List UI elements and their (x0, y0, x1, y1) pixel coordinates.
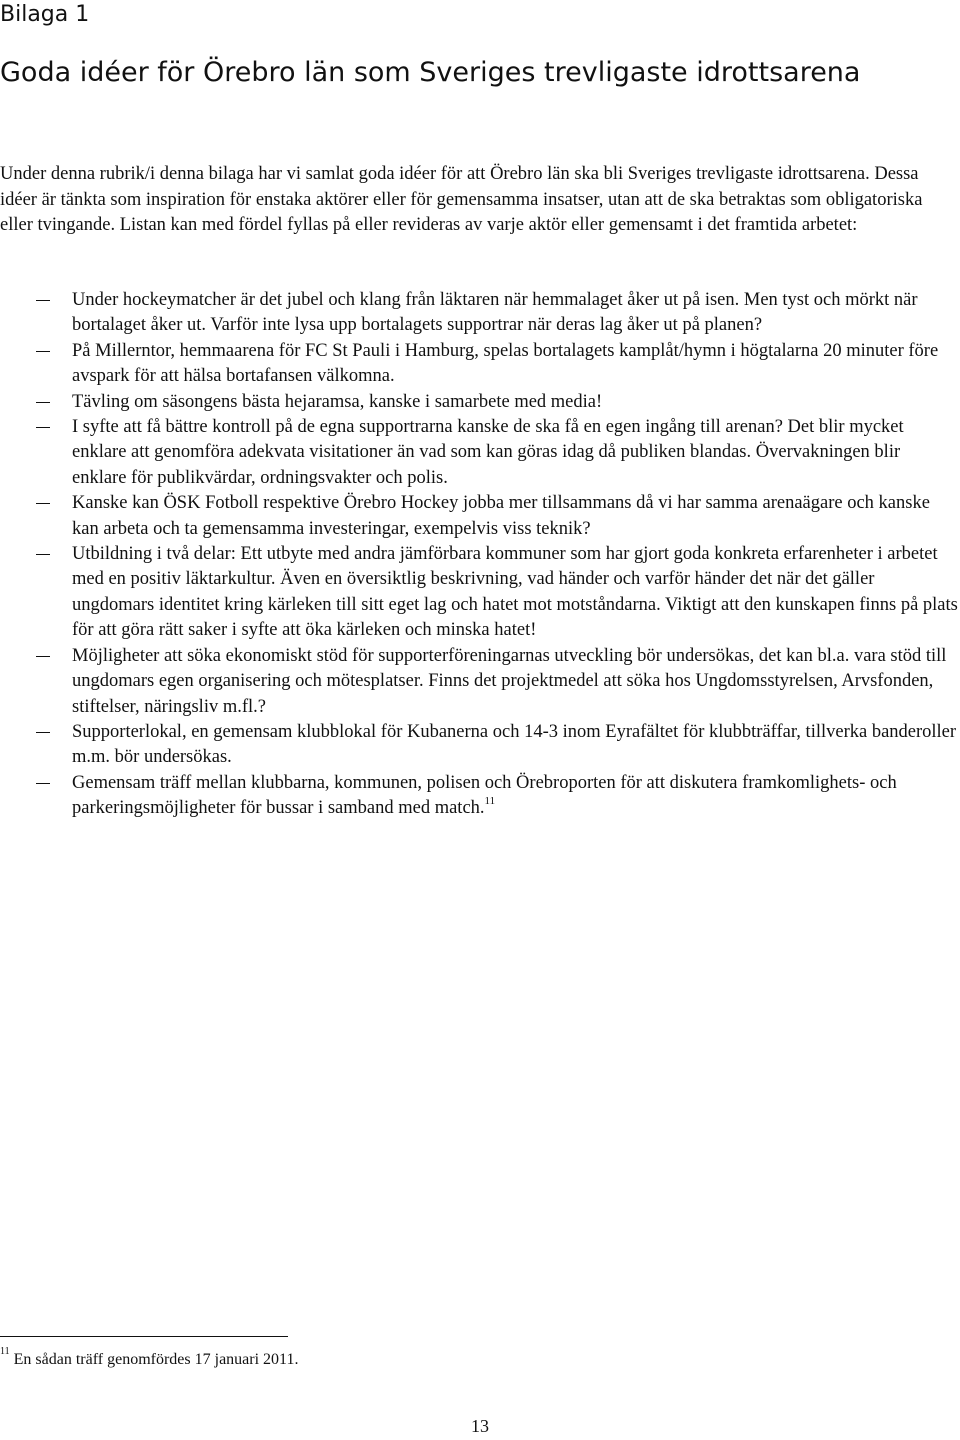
list-item-text: Möjligheter att söka ekonomiskt stöd för supporterföreningarnas utveckling bör undersökas, det kan bl.a. vara stöd till ungdomars egen organisering och mötesplatser. Finns det projektmedel att söka hos Ungdomsstyrelsen, Arvsfonden, stiftelser, näringsliv m.fl.? (72, 645, 947, 717)
ideas-list (0, 288, 958, 822)
dash-bullet-icon (36, 656, 50, 657)
appendix-label: Bilaga 1 (0, 2, 90, 27)
list-item (0, 288, 958, 339)
dash-bullet-icon (36, 351, 50, 352)
footnote-divider (0, 1336, 288, 1337)
list-item (0, 491, 958, 542)
page-title: Goda idéer för Örebro län som Sveriges trevligaste idrottsarena (0, 57, 861, 88)
footnote (0, 1345, 299, 1372)
dash-bullet-icon (36, 783, 50, 784)
list-item (0, 771, 958, 822)
list-item-text: Under hockeymatcher är det jubel och klang från läktaren när hemmalaget åker ut på isen. Men tyst och mörkt när bortalaget åker ut. Varför inte lysa upp bortalagets supportrar när deras lag åker ut på planen? (72, 290, 918, 336)
list-item (0, 339, 958, 390)
dash-bullet-icon (36, 300, 50, 301)
list-item (0, 415, 958, 491)
list-item (0, 390, 958, 415)
footnote-number: 11 (0, 1345, 10, 1357)
page-number: 13 (471, 1416, 489, 1436)
intro-paragraph: Under denna rubrik/i denna bilaga har vi samlat goda idéer för att Örebro län ska bli Sveriges trevligaste idrottsarena. Dessa idéer är tänkta som inspiration för enstaka aktörer eller för gemensamma insatser, utan att de ska betraktas som obligatoriska eller tvingande. Listan kan med fördel fyllas på eller revideras av varje aktör eller gemensamt i det framtida arbetet: (0, 164, 923, 236)
footnote-reference[interactable]: 11 (484, 794, 496, 807)
dash-bullet-icon (36, 503, 50, 504)
list-item-text: Gemensam träff mellan klubbarna, kommunen, polisen och Örebroporten för att diskutera framkomlighets- och parkeringsmöjligheter för bussar i samband med match. (72, 772, 897, 819)
dash-bullet-icon (36, 427, 50, 428)
list-item-text: På Millerntor, hemmaarena för FC St Pauli i Hamburg, spelas bortalagets kamplåt/hymn i högtalarna 20 minuter före avspark för att hälsa bortafansen välkomna. (72, 340, 939, 387)
dash-bullet-icon (36, 402, 50, 403)
list-item-text: Supporterlokal, en gemensam klubblokal för Kubanerna och 14-3 inom Eyrafältet för klubbträffar, tillverka banderoller m.m. bör undersökas. (72, 721, 957, 768)
dash-bullet-icon (36, 732, 50, 733)
list-item (0, 720, 958, 771)
dash-bullet-icon (36, 554, 50, 555)
list-item-text: I syfte att få bättre kontroll på de egna supportrarna kanske de ska få en egen ingång till arenan? Det blir mycket enklare att genomföra adekvata visitationer än vad som kan göras idag då publiken blandas. Övervakningen blir enklare för publikvärdar, ordningsvakter och polis. (72, 417, 904, 488)
list-item-text: Utbildning i två delar: Ett utbyte med andra jämförbara kommuner som har gjort goda konkreta erfarenheter i arbetet med en positiv läktarkultur. Även en översiktlig beskrivning, vad händer och varför händer det när det gäller ungdomars identitet kring kärleken till sitt eget lag och hatet mot motståndarna. Viktigt att den kunskapen finns på plats för att göra rätt saker i syfte att öka kärleken och minska hatet! (72, 544, 958, 641)
footnote-text: En sådan träff genomfördes 17 januari 2011. (13, 1351, 299, 1368)
list-item (0, 542, 958, 644)
list-item (0, 644, 958, 720)
list-item-text: Kanske kan ÖSK Fotboll respektive Örebro Hockey jobba mer tillsammans då vi har samma arenaägare och kanske kan arbeta och ta gemensamma investeringar, exempelvis viss teknik? (72, 493, 930, 539)
list-item-text: Tävling om säsongens bästa hejaramsa, kanske i samarbete med media! (72, 391, 603, 412)
